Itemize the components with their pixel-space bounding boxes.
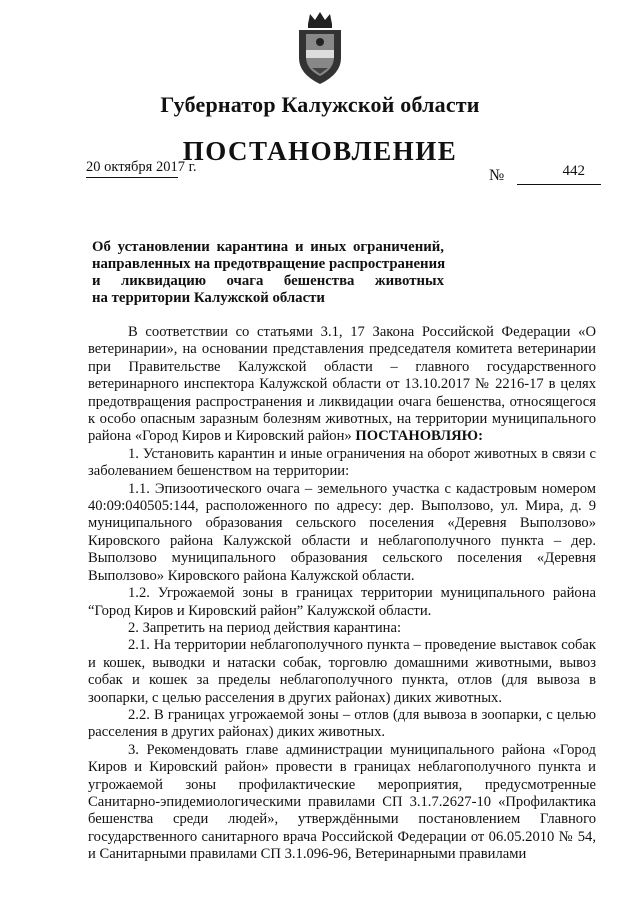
paragraph-1-1: 1.1. Эпизоотического очага – земельного участка с кадастровым номером 40:09:040505:144, расположенного по адресу: дер. Выползово, ул. Мира, д. 9 муниципального образования сельского поселения «Деревня Выползово» Кировского района Калужской области и неблагополучного пункта – дер. Выползово муниципального образования сельского поселения «Деревня Выползово» Кировского района Калужской области. xyxy=(88,480,596,584)
document-number-block xyxy=(489,163,601,185)
title-line: направленных на предотвращение распространения xyxy=(92,256,446,272)
paragraph-3: 3. Рекомендовать главе администрации муниципального района «Город Киров и Кировский район» провести в границах неблагополучного пункта и угрожаемой зоны профилактические мероприятия, предусмотренные Санитарно-эпидемиологическими правилами СП 3.1.7.2627-10 «Профилактика бешенства среди людей», утверждёнными постановлением Главного государственного санитарного врача Российской Федерации от 06.05.2010 № 54, и Санитарными правилами СП 3.1.096-96, Ветеринарными правилами xyxy=(88,741,596,863)
title-line: Об установлении карантина и иных ограничений, xyxy=(92,239,444,255)
organization-heading: Губернатор Калужской области xyxy=(160,92,480,117)
document-title xyxy=(92,239,444,307)
paragraph-1-2: 1.2. Угрожаемой зоны в границах территории муниципального района “Город Киров и Кировский район” Калужской области. xyxy=(88,585,596,619)
title-line: на территории Калужской области xyxy=(92,290,325,306)
number-sign: № xyxy=(489,167,505,184)
document-body xyxy=(88,324,596,864)
resolve-keyword: ПОСТАНОВЛЯЮ: xyxy=(355,428,483,445)
document-number: 442 xyxy=(517,163,601,185)
coat-of-arms-emblem xyxy=(296,10,344,86)
paragraph-2-2: 2.2. В границах угрожаемой зоны – отлов (для вывоза в зоопарки, с целью расселения в других районах) диких животных. xyxy=(88,706,596,741)
preamble-text: В соответствии со статьями 3.1, 17 Закона Российской Федерации «О ветеринарии», на основании представления председателя комитета ветеринарии при Правительстве Калужской области – главного государственного ветеринарного инспектора Калужской области от 13.10.2017 № 2216-17 в целях предотвращения распространения и ликвидации очага бешенства, относящегося к особо опасным заразным болезням животных, на территории муниципального района «Город Киров и Кировский район» xyxy=(88,324,596,445)
paragraph-2-1: 2.1. На территории неблагополучного пункта – проведение выставок собак и кошек, выводки и натаски собак, торговлю домашними животными, вывоз собак и кошек за пределы неблагополучного пункта, отлов (для вывоза в зоопарки, с целью расселения в других районах) диких животных. xyxy=(88,637,596,706)
document-type-heading: ПОСТАНОВЛЕНИЕ xyxy=(182,136,458,166)
paragraph-1: 1. Установить карантин и иные ограничения на оборот животных в связи с заболеванием бешенством на территории: xyxy=(88,445,596,480)
preamble-paragraph xyxy=(88,324,596,446)
title-line: и ликвидацию очага бешенства животных xyxy=(92,273,444,289)
document-date: 20 октября 2017 г. xyxy=(86,159,178,178)
paragraph-2: 2. Запретить на период действия карантина: xyxy=(128,619,402,636)
